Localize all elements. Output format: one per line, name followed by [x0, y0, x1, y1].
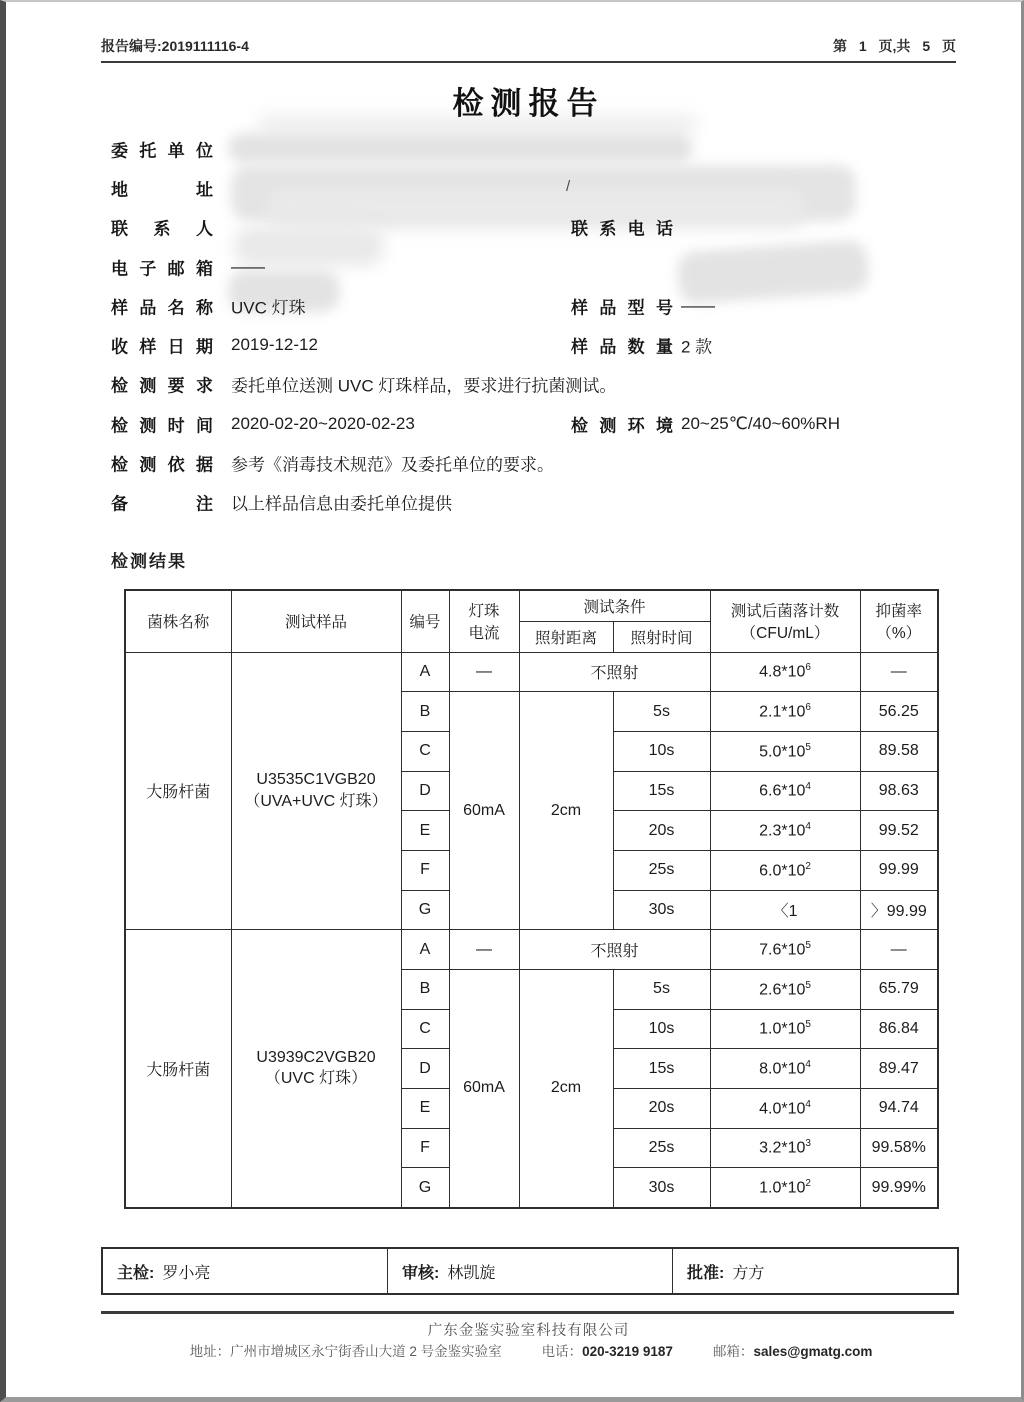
phone-label: 联系电话 — [571, 219, 673, 239]
cfu-exponent: 4 — [805, 781, 811, 793]
table-row — [125, 652, 938, 692]
cell-rate: 56.25 — [860, 692, 938, 732]
cfu-exponent: 5 — [805, 979, 811, 991]
cfu-value: 2.3*10 — [759, 822, 806, 840]
results-heading: 检测结果 — [111, 552, 187, 571]
sample-code: U3939C2VGB20 — [256, 1048, 376, 1066]
col-header-sample: 测试样品 — [231, 590, 401, 652]
footer-company: 广东金鉴实验室科技有限公司 — [427, 1323, 630, 1339]
cell-cfu — [710, 1128, 860, 1168]
col-header-cfu — [710, 590, 860, 652]
footer-address-value: 广州市增城区永宁街香山大道 2 号金鉴实验室 — [230, 1344, 502, 1359]
cell-distance: 2cm — [519, 692, 613, 930]
cell-time: 10s — [613, 1009, 710, 1049]
sample-model-value: —— — [681, 295, 715, 315]
test-req-label: 检测要求 — [111, 376, 213, 396]
cell-rate: — — [860, 930, 938, 970]
cell-row-id: F — [401, 1128, 449, 1168]
signature-approver — [672, 1249, 957, 1293]
cell-time: 15s — [613, 771, 710, 811]
cfu-value: 4.8*10 — [759, 663, 806, 681]
form-row-test-time — [101, 404, 956, 443]
cell-rate: 94.74 — [860, 1089, 938, 1129]
cfu-value: 1.0*10 — [759, 1179, 806, 1197]
header-rule — [101, 61, 956, 63]
cell-cfu — [710, 890, 860, 930]
cell-current: 60mA — [449, 970, 519, 1208]
cell-row-id: G — [401, 1168, 449, 1208]
cfu-value: 7.6*10 — [759, 941, 806, 959]
col-header-rate-line1: 抑菌率 — [875, 603, 923, 621]
col-header-current-line1: 灯珠 — [468, 603, 500, 621]
footer-phone-label: 电话： — [541, 1344, 583, 1359]
form-row-client — [101, 129, 956, 168]
cell-row-id: B — [401, 970, 449, 1010]
report-title: 检测报告 — [452, 86, 605, 121]
footer-phone — [542, 1340, 673, 1360]
cell-condition: 不照射 — [519, 930, 710, 970]
cell-row-id: D — [401, 771, 449, 811]
cell-time: 30s — [613, 1168, 710, 1208]
client-label: 委托单位 — [111, 141, 213, 161]
form-row-address — [101, 168, 956, 207]
cell-cfu — [710, 1049, 860, 1089]
cell-cfu — [710, 652, 860, 692]
col-header-strain: 菌株名称 — [125, 590, 231, 652]
sample-qty-label: 样品数量 — [571, 337, 673, 357]
cell-distance: 2cm — [519, 970, 613, 1208]
cell-rate: 86.84 — [860, 1009, 938, 1049]
address-label: 地址 — [111, 180, 213, 200]
cell-rate: 99.52 — [860, 811, 938, 851]
cell-row-id: A — [401, 652, 449, 692]
inspector-name: 罗小亮 — [162, 1264, 211, 1282]
results-table — [124, 589, 939, 1209]
remark-label: 备注 — [111, 494, 213, 514]
sample-type: （UVA+UVC 灯珠） — [244, 792, 388, 810]
cell-cfu — [710, 970, 860, 1010]
cell-row-id: C — [401, 731, 449, 771]
cfu-value: 2.6*10 — [759, 981, 806, 998]
cell-cfu — [710, 692, 860, 732]
col-header-conditions: 测试条件 — [519, 590, 710, 621]
cell-time: 15s — [613, 1049, 710, 1089]
cell-rate: 89.58 — [860, 731, 938, 771]
cell-rate: 99.99 — [860, 850, 938, 890]
footer-rule — [101, 1311, 954, 1314]
cell-current: 60mA — [449, 692, 519, 930]
table-row — [125, 930, 938, 970]
sample-model-label: 样品型号 — [571, 298, 673, 318]
cell-cfu — [710, 731, 860, 771]
footer-contact — [66, 1340, 996, 1360]
email-label: 电子邮箱 — [111, 259, 213, 279]
cfu-exponent: 2 — [805, 860, 811, 872]
contact-label: 联系人 — [111, 219, 213, 239]
form-row-receive-date — [101, 325, 956, 364]
sample-name-value: UVC 灯珠 — [231, 298, 306, 318]
test-basis-value: 参考《消毒技术规范》及委托单位的要求。 — [231, 455, 554, 475]
cfu-value: 6.6*10 — [759, 782, 806, 800]
cell-time: 25s — [613, 1128, 710, 1168]
cell-cfu — [710, 1089, 860, 1129]
cell-row-id: C — [401, 1009, 449, 1049]
cell-rate: 〉99.99 — [860, 890, 938, 930]
form-row-test-basis — [101, 443, 956, 482]
cell-condition: 不照射 — [519, 652, 710, 692]
test-basis-label: 检测依据 — [111, 455, 213, 475]
col-header-time: 照射时间 — [613, 621, 710, 652]
cfu-value: 2.1*10 — [759, 703, 806, 721]
cell-current: — — [449, 652, 519, 692]
cfu-exponent: 2 — [805, 1177, 811, 1189]
sample-qty-value: 2 款 — [681, 337, 713, 357]
col-header-id: 编号 — [401, 590, 449, 652]
cell-row-id: G — [401, 890, 449, 930]
receive-date-label: 收样日期 — [111, 337, 213, 357]
cfu-exponent: 4 — [805, 820, 811, 832]
approver-name: 方方 — [732, 1264, 765, 1282]
doc-header — [101, 36, 956, 56]
cfu-exponent: 5 — [805, 1019, 811, 1031]
cfu-value: 3.2*10 — [759, 1139, 806, 1157]
test-req-value: 委托单位送测 UVC 灯珠样品，要求进行抗菌测试。 — [231, 376, 617, 396]
signature-inspector — [103, 1249, 387, 1293]
col-header-current-line2: 电流 — [468, 625, 500, 643]
col-header-current — [449, 590, 519, 652]
signature-reviewer — [387, 1249, 672, 1293]
col-header-cfu-line2: （CFU/mL） — [740, 625, 830, 643]
cfu-value: 1.0*10 — [759, 1020, 806, 1038]
cell-row-id: D — [401, 1049, 449, 1089]
col-header-cfu-line1: 测试后菌落计数 — [730, 603, 840, 621]
cfu-exponent: 3 — [805, 1138, 811, 1150]
reviewer-name: 林凯旋 — [447, 1264, 496, 1282]
cell-row-id: F — [401, 850, 449, 890]
form-row-sample-name — [101, 286, 956, 325]
cfu-exponent: 4 — [805, 1059, 811, 1071]
footer-email — [713, 1340, 872, 1360]
cell-time: 5s — [613, 692, 710, 732]
cell-sample — [231, 930, 401, 1208]
cell-row-id: E — [401, 811, 449, 851]
cfu-exponent: 4 — [805, 1098, 811, 1110]
sample-type: （UVC 灯珠） — [264, 1070, 368, 1088]
remark-value: 以上样品信息由委托单位提供 — [231, 494, 452, 514]
cell-current: — — [449, 930, 519, 970]
signature-table — [101, 1247, 959, 1295]
cell-rate: 99.58% — [860, 1128, 938, 1168]
cell-rate: 98.63 — [860, 771, 938, 811]
cell-rate: 89.47 — [860, 1049, 938, 1089]
form-row-email — [101, 247, 956, 286]
footer-address-label: 地址： — [189, 1344, 231, 1359]
address-artifact: / — [566, 178, 571, 195]
test-env-label: 检测环境 — [571, 416, 673, 436]
page-number: 第 1 页,共 5 页 — [832, 38, 956, 54]
col-header-rate-line2: （%） — [876, 625, 922, 643]
cell-time: 30s — [613, 890, 710, 930]
reviewer-label: 审核: — [402, 1264, 440, 1282]
cfu-exponent: 5 — [805, 939, 811, 951]
form-row-contact — [101, 208, 956, 247]
cfu-value: 6.0*10 — [759, 861, 806, 879]
cell-row-id: B — [401, 692, 449, 732]
test-env-value: 20~25℃/40~60%RH — [681, 413, 840, 433]
footer-email-value: sales@gmatg.com — [753, 1344, 873, 1359]
cfu-exponent: 6 — [805, 701, 811, 713]
cell-cfu — [710, 850, 860, 890]
cell-time: 20s — [613, 811, 710, 851]
cell-time: 20s — [613, 1089, 710, 1129]
email-value: —— — [231, 256, 265, 276]
cell-cfu — [710, 811, 860, 851]
cell-row-id: E — [401, 1089, 449, 1129]
cell-rate: — — [860, 652, 938, 692]
cfu-exponent: 6 — [805, 662, 811, 674]
col-header-rate — [860, 590, 938, 652]
sample-name-label: 样品名称 — [111, 298, 213, 318]
footer-phone-value: 020-3219 9187 — [582, 1344, 673, 1359]
cell-time: 5s — [613, 970, 710, 1010]
cell-cfu — [710, 771, 860, 811]
approver-label: 批准: — [687, 1264, 725, 1282]
cell-time: 25s — [613, 850, 710, 890]
cell-strain: 大肠杆菌 — [125, 652, 231, 930]
sample-code: U3535C1VGB20 — [256, 771, 376, 789]
cell-time: 10s — [613, 731, 710, 771]
cfu-value: 4.0*10 — [759, 1100, 806, 1118]
inspector-label: 主检: — [117, 1264, 155, 1282]
cell-rate: 65.79 — [860, 970, 938, 1010]
form-row-test-requirement — [101, 365, 956, 404]
receive-date-value: 2019-12-12 — [231, 335, 318, 355]
cfu-value: 5.0*10 — [759, 742, 806, 760]
cell-row-id: A — [401, 930, 449, 970]
cell-strain: 大肠杆菌 — [125, 930, 231, 1208]
form-row-remark — [101, 483, 956, 522]
test-time-label: 检测时间 — [111, 416, 213, 436]
cfu-value: 〈1 — [772, 903, 798, 921]
cell-cfu — [710, 1009, 860, 1049]
footer-address — [190, 1340, 502, 1360]
cfu-value: 8.0*10 — [759, 1060, 806, 1078]
cell-rate: 99.99% — [860, 1168, 938, 1208]
info-form — [101, 129, 956, 522]
cell-sample — [231, 652, 401, 930]
report-number: 报告编号:2019111116-4 — [101, 38, 249, 54]
footer-email-label: 邮箱： — [712, 1344, 754, 1359]
cfu-exponent: 5 — [805, 741, 811, 753]
test-time-value: 2020-02-20~2020-02-23 — [231, 413, 415, 433]
cell-cfu — [710, 930, 860, 970]
col-header-distance: 照射距离 — [519, 621, 613, 652]
cell-cfu — [710, 1168, 860, 1208]
